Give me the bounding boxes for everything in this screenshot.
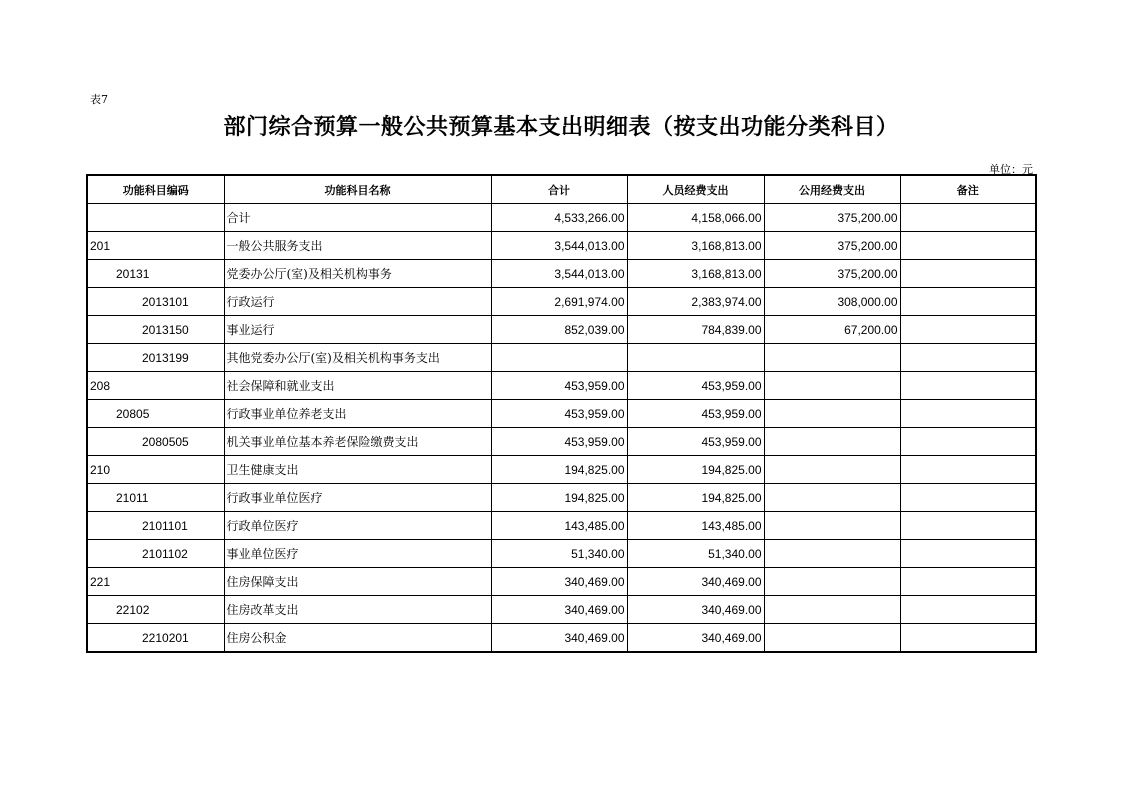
cell-public: 308,000.00 — [764, 288, 900, 316]
cell-total: 453,959.00 — [491, 428, 627, 456]
table-row — [87, 288, 1036, 316]
cell-code: 2101101 — [87, 512, 224, 540]
table-row — [87, 400, 1036, 428]
table-number-label: 表7 — [90, 93, 108, 106]
cell-name: 住房改革支出 — [224, 596, 491, 624]
cell-personnel: 51,340.00 — [627, 540, 764, 568]
table-row — [87, 232, 1036, 260]
cell-public — [764, 596, 900, 624]
cell-name: 行政事业单位医疗 — [224, 484, 491, 512]
cell-name: 住房公积金 — [224, 624, 491, 653]
cell-note — [900, 596, 1036, 624]
cell-name: 行政运行 — [224, 288, 491, 316]
cell-note — [900, 288, 1036, 316]
cell-public — [764, 568, 900, 596]
cell-personnel: 453,959.00 — [627, 400, 764, 428]
budget-detail-table — [86, 174, 1037, 653]
cell-personnel: 453,959.00 — [627, 372, 764, 400]
cell-personnel: 340,469.00 — [627, 568, 764, 596]
cell-personnel: 3,168,813.00 — [627, 232, 764, 260]
cell-note — [900, 316, 1036, 344]
cell-note — [900, 344, 1036, 372]
page-title: 部门综合预算一般公共预算基本支出明细表（按支出功能分类科目） — [223, 115, 899, 140]
cell-code: 2210201 — [87, 624, 224, 653]
cell-code: 2101102 — [87, 540, 224, 568]
table-row — [87, 344, 1036, 372]
cell-note — [900, 204, 1036, 232]
cell-name: 党委办公厅(室)及相关机构事务 — [224, 260, 491, 288]
cell-total — [491, 344, 627, 372]
table-row — [87, 540, 1036, 568]
cell-name: 事业运行 — [224, 316, 491, 344]
cell-code: 2013150 — [87, 316, 224, 344]
cell-total: 340,469.00 — [491, 596, 627, 624]
cell-personnel: 340,469.00 — [627, 624, 764, 653]
cell-note — [900, 484, 1036, 512]
header-personnel: 人员经费支出 — [627, 175, 764, 204]
cell-total: 340,469.00 — [491, 568, 627, 596]
cell-code: 2013101 — [87, 288, 224, 316]
cell-personnel: 194,825.00 — [627, 484, 764, 512]
cell-public: 375,200.00 — [764, 204, 900, 232]
cell-total: 143,485.00 — [491, 512, 627, 540]
header-name: 功能科目名称 — [224, 175, 491, 204]
table-row — [87, 260, 1036, 288]
cell-note — [900, 540, 1036, 568]
table-row — [87, 316, 1036, 344]
cell-note — [900, 512, 1036, 540]
cell-note — [900, 260, 1036, 288]
cell-personnel: 3,168,813.00 — [627, 260, 764, 288]
header-public: 公用经费支出 — [764, 175, 900, 204]
cell-public — [764, 512, 900, 540]
cell-total: 453,959.00 — [491, 400, 627, 428]
cell-total: 4,533,266.00 — [491, 204, 627, 232]
cell-public — [764, 428, 900, 456]
cell-personnel — [627, 344, 764, 372]
cell-personnel: 2,383,974.00 — [627, 288, 764, 316]
cell-public: 67,200.00 — [764, 316, 900, 344]
cell-note — [900, 456, 1036, 484]
cell-code: 2013199 — [87, 344, 224, 372]
cell-note — [900, 568, 1036, 596]
cell-name: 卫生健康支出 — [224, 456, 491, 484]
cell-note — [900, 624, 1036, 653]
cell-code: 2080505 — [87, 428, 224, 456]
cell-personnel: 4,158,066.00 — [627, 204, 764, 232]
cell-total: 51,340.00 — [491, 540, 627, 568]
cell-note — [900, 400, 1036, 428]
cell-name: 住房保障支出 — [224, 568, 491, 596]
cell-code: 20805 — [87, 400, 224, 428]
cell-name: 机关事业单位基本养老保险缴费支出 — [224, 428, 491, 456]
cell-code: 21011 — [87, 484, 224, 512]
cell-name: 行政单位医疗 — [224, 512, 491, 540]
cell-personnel: 143,485.00 — [627, 512, 764, 540]
cell-public: 375,200.00 — [764, 232, 900, 260]
cell-public — [764, 484, 900, 512]
unit-label: 单位：元 — [989, 163, 1033, 176]
table-row — [87, 596, 1036, 624]
cell-name: 行政事业单位养老支出 — [224, 400, 491, 428]
cell-public — [764, 540, 900, 568]
cell-note — [900, 428, 1036, 456]
cell-code: 221 — [87, 568, 224, 596]
table-row — [87, 568, 1036, 596]
cell-name: 社会保障和就业支出 — [224, 372, 491, 400]
cell-total: 3,544,013.00 — [491, 260, 627, 288]
cell-total: 2,691,974.00 — [491, 288, 627, 316]
table-row-total — [87, 204, 1036, 232]
cell-total: 194,825.00 — [491, 484, 627, 512]
cell-code: 210 — [87, 456, 224, 484]
cell-public — [764, 624, 900, 653]
cell-total: 194,825.00 — [491, 456, 627, 484]
header-row — [87, 175, 1036, 204]
cell-personnel: 784,839.00 — [627, 316, 764, 344]
cell-name: 事业单位医疗 — [224, 540, 491, 568]
cell-name: 其他党委办公厅(室)及相关机构事务支出 — [224, 344, 491, 372]
header-total: 合计 — [491, 175, 627, 204]
table-row — [87, 484, 1036, 512]
cell-public — [764, 400, 900, 428]
cell-personnel: 194,825.00 — [627, 456, 764, 484]
header-note: 备注 — [900, 175, 1036, 204]
cell-note — [900, 232, 1036, 260]
cell-public — [764, 344, 900, 372]
cell-code: 22102 — [87, 596, 224, 624]
table-row — [87, 456, 1036, 484]
cell-total: 3,544,013.00 — [491, 232, 627, 260]
cell-public — [764, 372, 900, 400]
table-row — [87, 428, 1036, 456]
cell-public: 375,200.00 — [764, 260, 900, 288]
cell-total: 340,469.00 — [491, 624, 627, 653]
table-row — [87, 372, 1036, 400]
cell-personnel: 453,959.00 — [627, 428, 764, 456]
cell-personnel: 340,469.00 — [627, 596, 764, 624]
header-code: 功能科目编码 — [87, 175, 224, 204]
cell-total: 852,039.00 — [491, 316, 627, 344]
table-row — [87, 624, 1036, 653]
cell-name: 一般公共服务支出 — [224, 232, 491, 260]
cell-code: 208 — [87, 372, 224, 400]
cell-total: 453,959.00 — [491, 372, 627, 400]
cell-code: 201 — [87, 232, 224, 260]
cell-public — [764, 456, 900, 484]
cell-name: 合计 — [224, 204, 491, 232]
cell-note — [900, 372, 1036, 400]
cell-code: 20131 — [87, 260, 224, 288]
cell-code — [87, 204, 224, 232]
table-row — [87, 512, 1036, 540]
